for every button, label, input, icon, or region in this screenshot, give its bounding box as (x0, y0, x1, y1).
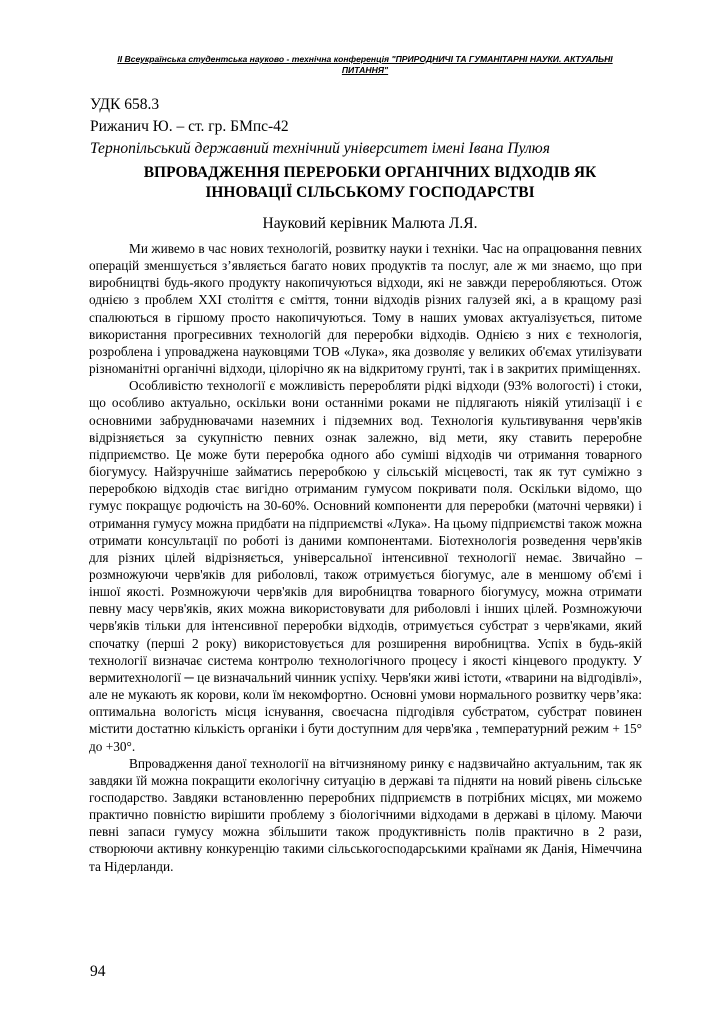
paper-title-line-2: ІННОВАЦІЇ СІЛЬСЬКОМУ ГОСПОДАРСТВІ (205, 184, 535, 201)
paper-title (100, 163, 640, 203)
page-number: 94 (90, 963, 106, 980)
supervisor-line: Науковий керівник Малюта Л.Я. (262, 215, 478, 232)
body-paragraph-1: Ми живемо в час нових технологій, розвитку науки і техніки. Час на опрацювання певних операцій зменшується з’являється багато нових продуктів та послуг, але ж ми знаємо, що при виробництві будь-якого продукту накопичуються відходи, які не завжди переробляються. Отож однією з проблем ХХІ століття є сміття, тонни відходів різних галузей які, а в кращому разі спалюються в гіршому просто накопичуються. Тому в наших умовах актуалізується, питоме використання прогресивних технологій для переробки відходів. Однією з них є технологія, розроблена і упроваджена науковцями ТОВ «Лука», яка дозволяє у великих об'ємах утилізувати різноманітні органічні відходи, цілорічно як на відкритому грунті, так і в закритих приміщеннях. (89, 241, 642, 377)
body-paragraph-2: Особливістю технології є можливість переробляти рідкі відходи (93% вологості) і стоки, що особливо актуально, оскільки вони останніми роками не підлягають ніякій утилізації і є основними забруднювачами наземних і підземних вод. Технологія культивування черв'яків відрізняється за сукупністю певних ознак залежно, від мети, яку ставить переробне підприємство. Це може бути переробка одного або суміші відходів чи отримання товарного біогумусу. Найзручніше займатись переробкою у сільській місцевості, так як тут суміжно з переробкою відходів стає вигідно отриманим гумусом покривати поля. Оскільки відомо, що гумус покращує родючість на 30-60%. Основний компоненти для переробки (маточні червяки) і отримання гумусу можна придбати на підприємстві «Лука». На цьому підприємстві також можна отримати консультації по роботі із даними компонентами. Біотехнологія розведення черв'яків для різних цілей відрізняється, універсальної інтенсивної технології немає. Звичайно – розмножуючи черв'яків для риболовлі, також отримується біогумус, але в меншому об'ємі і іншої якості. Розмножуючи черв'яків для виробництва товарного біогумусу, можна отримати певну масу черв'яків, яких можна використовувати для риболовлі і інших цілей. Розмножуючи черв'яків тільки для інтенсивної переробки відходів, отримується субстрат з черв'яками, який спочатку (перші 2 року) використовується для розширення виробництва. Успіх в будь-якій технології визначає система контролю технологічного процесу і якості кінцевого продукту. У вермитехнології ─ це визначальний чинник успіху. Черв'яки живі істоти, «тварини на відгодівлі», але не мукають як корови, коли їм некомфортно. Основні умови нормального розвитку черв’яка: оптимальна вологість місця існування, своєчасна підгодівля субстратом, субстрат повинен містити достатню кількість органіки і бути доступним для черв'яка , температурний режим + 15° до +30°. (89, 378, 642, 754)
udc-code: УДК 658.3 (90, 96, 160, 113)
body-paragraph-3: Впровадження даної технології на вітчизняному ринку є надзвичайно актуальним, так як завдяки їй можна покращити екологічну ситуацію в державі та підняти на новий рівень сільське господарство. Завдяки встановленню переробних підприємств в потрібних місцях, ми можемо практично повністю вирішити проблему з біологічними відходами в державі в цілому. Маючи певні запаси гумусу можна збільшити також продуктивність полів практично в 2 рази, створюючи активну конкуренцію такими сільськогосподарськими країнами як Данія, Німеччина та Нідерланди. (89, 755, 642, 874)
author-line: Рижанич Ю. – ст. гр. БМпс-42 (90, 118, 289, 135)
body-text (89, 240, 642, 875)
paper-title-line-1: ВПРОВАДЖЕННЯ ПЕРЕРОБКИ ОРГАНІЧНИХ ВІДХОДІВ ЯК (143, 164, 597, 181)
conference-header: ІІ Всеукраїнська студентська науково - технічна конференція "ПРИРОДНИЧІ ТА ГУМАНІТАРНІ НАУКИ. АКТУАЛЬНІ ПИТАННЯ" (117, 54, 613, 75)
affiliation-line: Тернопільський державний технічний університет імені Івана Пулюя (90, 140, 550, 157)
